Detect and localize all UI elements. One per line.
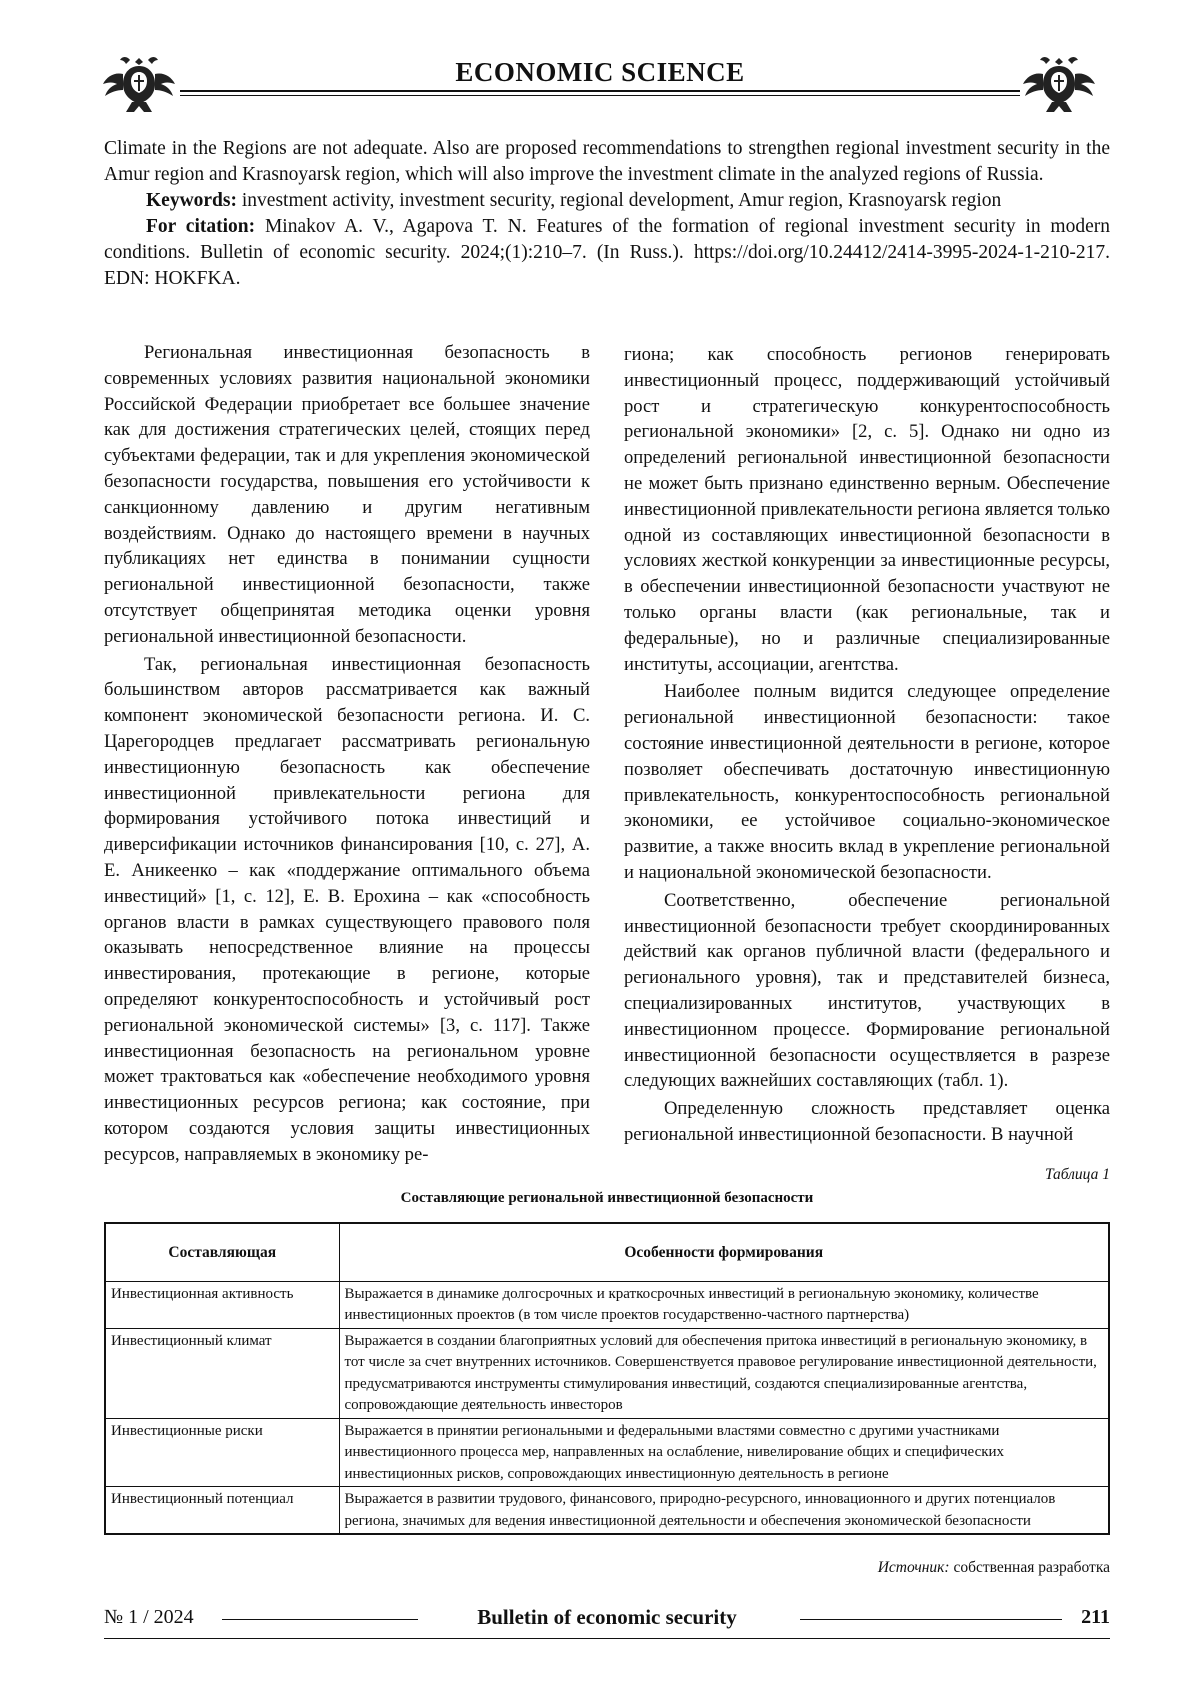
footer-base-rule (104, 1638, 1110, 1639)
source-label: Источник: (877, 1559, 950, 1576)
paragraph: Определенную сложность представляет оценка региональной инвестиционной безопасности. В научной (624, 1098, 1110, 1145)
body-column-left (104, 340, 590, 1170)
keywords-text: investment activity, investment security, regional development, Amur region, Krasnoyarsk region (241, 190, 1002, 211)
paragraph: Соответственно, обеспечение региональной инвестиционной безопасности требует скоординированных действий как органов публичной власти (федерального и регионального уровня), так и представителей бизнеса, специализированных институтов, участвующих в инвестиционном процессе. Формирование региональной инвестиционной безопасности осуществляется в разрезе следующих важнейших составляющих (табл. 1). (624, 889, 1110, 1092)
table-cell-component: Инвестиционный климат (105, 1328, 339, 1418)
keywords-label: Keywords: (146, 190, 237, 211)
citation-label: For citation: (146, 216, 256, 237)
table-row (105, 1281, 1109, 1328)
table-header-row (105, 1223, 1109, 1281)
table-header-cell: Особенности формирования (339, 1223, 1109, 1281)
page-footer (104, 1606, 1110, 1636)
table-cell-feature: Выражается в динамике долгосрочных и краткосрочных инвестиций в региональную экономику, количестве инвестиционных проектов (в том числе проектов государственно-частного партнерства) (339, 1281, 1109, 1328)
header-rule (180, 90, 1020, 92)
table-cell-feature: Выражается в принятии региональными и федеральными властями совместно с другими участниками инвестиционного процесса мер, направленных на ослабление, нивелирование общих и специфических инвестиционных рисков, сопровождающих инвестиционную деятельность в регионе (339, 1418, 1109, 1487)
body-column-right (624, 342, 1110, 1150)
table-header-cell: Составляющая (105, 1223, 339, 1281)
footer-rule (800, 1619, 1062, 1620)
table-title: Составляющие региональной инвестиционной безопасности (400, 1190, 814, 1206)
keywords-line (104, 188, 1110, 214)
source-text: собственная разработка (953, 1559, 1110, 1576)
components-table (104, 1222, 1110, 1535)
abstract-block (104, 136, 1110, 292)
table-row (105, 1487, 1109, 1535)
table-cell-component: Инвестиционный потенциал (105, 1487, 339, 1535)
table-row (105, 1328, 1109, 1418)
paragraph: Региональная инвестиционная безопасность в современных условиях развития национальной экономики Российской Федерации приобретает все большее значение как для достижения стратегических целей, стоящих перед субъектами федерации, так и для укрепления экономической безопасности государства, повышения его устойчивости к санкционному давлению и другим негативным воздействиям. Однако до настоящего времени в научных публикациях нет единства в понимании сущности региональной инвестиционной безопасности, также отсутствует общепринятая методика оценки уровня региональной инвестиционной безопасности. (104, 342, 590, 647)
table-cell-feature: Выражается в развитии трудового, финансового, природно-ресурсного, инновационного и других потенциалов региона, значимых для ведения инвестиционной деятельности и обеспечения экономической безопасности (339, 1487, 1109, 1535)
paragraph: Так, региональная инвестиционная безопасность большинством авторов рассматривается как важный компонент экономической безопасности региона. И. С. Царегородцев предлагает рассматривать региональную инвестиционную безопасность как обеспечение инвестиционной привлекательности региона для формирования устойчивого потока инвестиций и диверсификации источников финансирования [10, с. 27], А. Е. Аникеенко – как «поддержание оптимального объема инвестиций» [1, с. 12], Е. В. Ерохина – как «способность органов власти в рамках существующего правового поля оказывать непосредственное влияние на процессы инвестирования, протекающие в регионе, которые определяют конкурентоспособность и устойчивый рост региональной экономической системы» [3, с. 117]. Также инвестиционная безопасность на региональном уровне может трактоваться как «обеспечение необходимого уровня инвестиционных ресурсов региона; как состояние, при котором создаются условия защиты инвестиционных ресурсов, направляемых в экономику ре- (104, 653, 590, 1165)
table-source (878, 1559, 1110, 1577)
table-cell-component: Инвестиционные риски (105, 1418, 339, 1487)
table-row (105, 1418, 1109, 1487)
abstract-continuation: Climate in the Regions are not adequate. Also are proposed recommendations to strengthen regional investment security in the Amur region and Krasnoyarsk region, which will also improve the investment climate in the analyzed regions of Russia. (104, 138, 1110, 185)
paragraph: Наиболее полным видится следующее определение региональной инвестиционной безопасности: такое состояние инвестиционной деятельности в регионе, которое позволяет обеспечивать достаточную инвестиционную привлекательность, конкурентоспособность региональной экономики, ее устойчивое социально-экономическое развитие, а также вносить вклад в укрепление региональной и национальной экономической безопасности. (624, 681, 1110, 883)
page-header (0, 52, 1200, 120)
paragraph-continuation: гиона; как способность регионов генерировать инвестиционный процесс, поддерживающий устойчивый рост и стратегическую конкурентоспособность региональной экономики» [2, с. 5]. Однако ни одно из определений региональной инвестиционной безопасности не может быть признано единственно верным. Обеспечение инвестиционной привлекательности региона является только одной из составляющих инвестиционной безопасности в условиях жесткой конкуренции за инвестиционные ресурсы, в обеспечении инвестиционной безопасности участвуют не только органы власти (как региональные, так и федеральные), но и различные специализированные институты, ассоциации, агентства. (624, 344, 1110, 675)
table-cell-feature: Выражается в создании благоприятных условий для обеспечения притока инвестиций в региональную экономику, в тот числе за счет внутренних источников. Совершенствуется правовое регулирование инвестиционной деятельности, предусматриваются инструменты стимулирования инвестиций, создаются специализированные агентства, сопровождающие деятельность инвесторов (339, 1328, 1109, 1418)
table-cell-component: Инвестиционная активность (105, 1281, 339, 1328)
section-title: ECONOMIC SCIENCE (0, 57, 1200, 88)
citation-text: Minakov A. V., Agapova T. N. Features of the formation of regional investment security in modern conditions. Bulletin of economic security. 2024;(1):210–7. (In Russ.). https://doi.org/10.24412/2414-3995-2024-1-210-217. EDN: HOKFKA. (104, 216, 1110, 289)
citation-line (104, 214, 1110, 292)
journal-name: Bulletin of economic security (477, 1605, 737, 1629)
table-number: Таблица 1 (1044, 1166, 1110, 1183)
issue-number: № 1 / 2024 (104, 1606, 194, 1628)
header-rule-thin (180, 95, 1020, 96)
page-number: 211 (1081, 1606, 1110, 1628)
